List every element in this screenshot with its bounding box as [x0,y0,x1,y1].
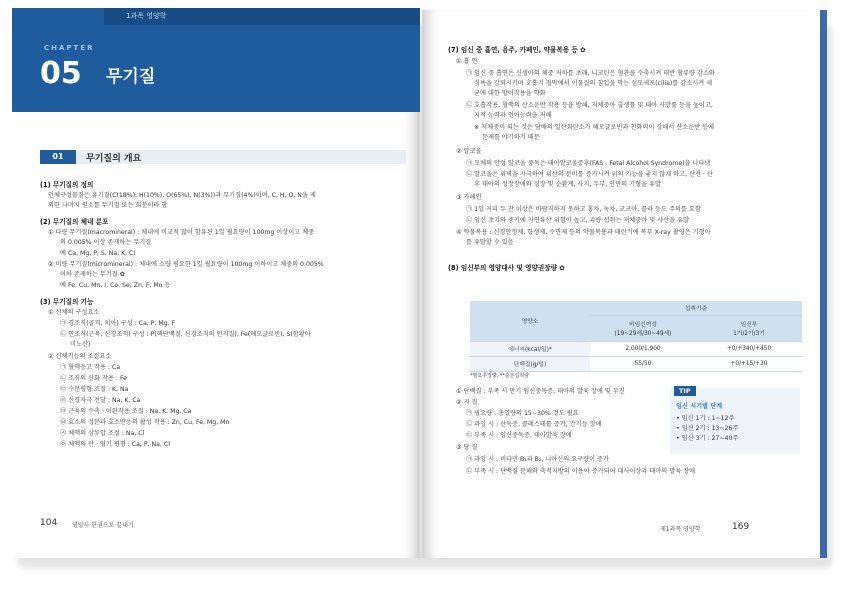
tip-item: • 임신 3기 : 27~40주 [676,435,739,442]
text-line: ① 신체의 구성요소 [48,309,100,316]
footer-text: 제1과목 영양학 [660,526,701,533]
text-line: ㉢ 수분평형 조절 : K, Na [60,386,129,393]
text-line: 인체구성물질은 유기질(C(18%), H(10%), O(65%), N(3%))과 무기질(4%)이며, C, H, O, N을 제 [48,192,316,199]
text-line: ㉠ 1일 커피 두 잔 이상은 바람직하지 못하고 홍차, 녹차, 코코아, 콜라 등도 주의를 요함 [466,206,701,213]
tip-label: TIP [674,386,696,396]
text-line: ㉡ 과잉 시 : 산독증, 콜레스테롤 증가, 간기능 장애 [466,421,602,428]
text-line: 외한 나머지 원소를 무기질 또는 회분이라 함 [48,202,168,209]
header-tab-label: 1과목 영양학 [126,12,167,20]
chapter-title: 무기질 [106,67,156,87]
text-line: 이하 존재하는 무기질 ✿ [60,271,125,278]
text-line: ㉠ 과잉 시 : 비타민 B₁과 B₂, 니아신의 요구량이 증가 [466,456,610,463]
footer-text: 영양사 한권으로 끝내기 [72,522,134,529]
chapter-header [12,8,420,112]
table-note: *필요추정량, **충분섭취량 [470,373,529,379]
text-line: 균에 대한 방어작용을 약화 [474,90,546,97]
text-line: ② 미량 무기질(micromineral) : 체내에 소량 필요한 1일 필요량이 100mg 이하이고 체중의 0.005% [48,261,324,268]
nutrient-table [470,301,802,372]
text-line: ㉧ 체액의 산 · 염기 평형 : Ca, P, Na, Cl [60,441,170,448]
text-line: ㉣ 신경자극 전달 : Na, K, Ca [60,397,141,404]
text-line: 의 0.005% 이상 존재하는 무기질 [60,239,152,246]
right-page [422,10,827,558]
text-line: 예 Ca, Mg, P, S, Na, K, Cl [60,250,136,257]
text-line: ㉠ 경조직(골격, 치아) 구성 : Ca, P, Mg, F [60,320,176,327]
tip-title: 임신 시기별 단계 [676,403,723,410]
tip-item: • 임신 2기 : 13~26주 [676,425,739,432]
page-edge-bar [820,10,827,558]
text-line: ③ 당 질 [456,444,478,451]
header-tab [104,8,420,25]
text-line: ㉡ 임신 초기와 중기에 자연유산 위험이 높고, 과량 섭취는 저체중아 및 사산을 유발 [466,217,690,224]
text-line: ② 알코올 [456,148,482,155]
page-number: 104 [40,518,58,528]
th-nutrient: 영양소 [470,301,590,341]
text-line: ㉥ 효소의 성분과 효소반응의 활성 작용 : Zn, Cu, Fe, Mg, Mn [60,419,230,426]
text-line: ㉠ 임신 중 흡연은 신생아의 체중 저하를 초래, 니코틴은 혈관을 수축시켜 태반 혈류량 감소와 [466,70,715,77]
text-line: 문제를 야기하기 때문 [482,134,540,141]
heading: (7) 임신 중 흡연, 음주, 카페인, 약물복용 등 ✿ [448,46,586,54]
section-title: 무기질의 개요 [86,154,142,164]
text-line: ㉠ 필요량 : 총열량의 15~30% 정도 필요 [466,410,579,417]
text-line: ㉡ 조직의 산화 작용 : Fe [60,375,127,382]
text-line: ③ 카페인 [456,194,482,201]
th-preg: 임신부 1기/2기/3기 [696,315,802,341]
th-nonpreg: 비임신여성 (19~29세/30~49세) [590,315,696,341]
heading: (8) 임신부의 영양대사 및 영양권장량 ✿ [448,264,565,272]
chapter-word: CHAPTER [44,44,95,52]
text-line: ㉠ 혈액응고 작용 : Ca [60,364,121,371]
tip-box [670,388,800,454]
text-line: 미노산) [70,341,91,348]
text-line: ㉤ 근육의 수축 · 이완작용 조절 : Na, K, Mg, Ca [60,408,192,415]
text-line: ㉡ 연조직(근육, 신경조직) 구성 : P(핵단백질, 신경조직의 인지질), Fe(헤모글로빈), S(함황아 [60,331,311,338]
chapter-number: 05 [40,56,82,91]
page-number: 169 [732,522,750,532]
text-line: 식욕을 감퇴시키며 호흡기 점막에서 이물질의 침입을 막는 섬모세포(cilia)를 감소시켜 세 [474,80,713,87]
heading: (3) 무기질의 기능 [40,298,94,306]
text-line: ② 신체기능의 조절요소 [48,353,112,360]
text-line: ① 흡 연 [456,58,478,65]
heading: (1) 무기질의 정의 [40,181,94,189]
text-line: 를 유발할 수 있음 [466,239,514,246]
text-line: ㉡ 부족 시 : 단백질 분해와 축적지방의 이용이 증가되어 대사이상과 태아의 발육 장애 [466,468,696,475]
text-line: 예 Fe, Cu, Mn, I, Co, Se, Zn, F, Mo 등 [60,282,171,289]
tip-item: • 임신 1기 : 1~12주 [676,415,735,422]
text-line: ㉦ 체액의 삼투압 조절 : Na, Cl [60,430,145,437]
text-line: ㉡ 호흡작용, 혈액의 산소운반 작용 등을 방해, 저체중아 출생률 및 태아 사망률 등을 높이고, [466,102,713,109]
heading: (2) 무기질의 체내 분포 [40,218,109,226]
table-row: 단백질(g/일) 55/50 +0/+15/+30 [470,356,802,371]
text-line: ㉡ 알코올은 위벽을 자극하여 위산의 분비를 증가시켜 위의 기능을 좋지 않게 하고, 산전 · 산 [466,171,713,178]
left-page [12,8,420,558]
text-line: ※ 저체중이 되는 것은 담배의 일산화탄소가 헤모글로빈과 친화력이 강해서 산소운반 등에 [474,124,715,131]
text-line: ① 다량 무기질(macromineral) : 체내에 비교적 많이 함유된 1일 필요량이 100mg 이상이고 체중 [48,229,315,236]
text-line: 후 태아의 성장장애와 심장 및 순환계, 사지, 두부, 안면의 기형을 유발 [474,181,661,188]
text-line: ㉠ 모체의 만성 알코올 중독은 태아알코올증후(FAS : Fetal Alcohol Syndrome)을 나타냄 [466,160,711,167]
section-number: 01 [40,150,76,164]
text-line: ② 지 질 [456,399,478,406]
table-row: 에너지(kcal/일)* 2,000/1,900 +0/+340/+450 [470,341,802,356]
text-line: 지적 능력과 언어능력을 저해 [474,112,552,119]
th-group: 섭취기준 [590,301,802,315]
text-line: ① 단백질 : 부족 시 만기 임신중독증, 태아의 발육 장애 및 부진 [456,388,625,395]
text-line: ④ 약물복용 : 신경안정제, 항생제, 수면제 등의 약물복용과 태란기에 복부 X-ray 촬영은 기형아 [456,229,711,236]
text-line: ㉢ 부족 시 : 임신중독증, 태아발육 장애 [466,432,572,439]
